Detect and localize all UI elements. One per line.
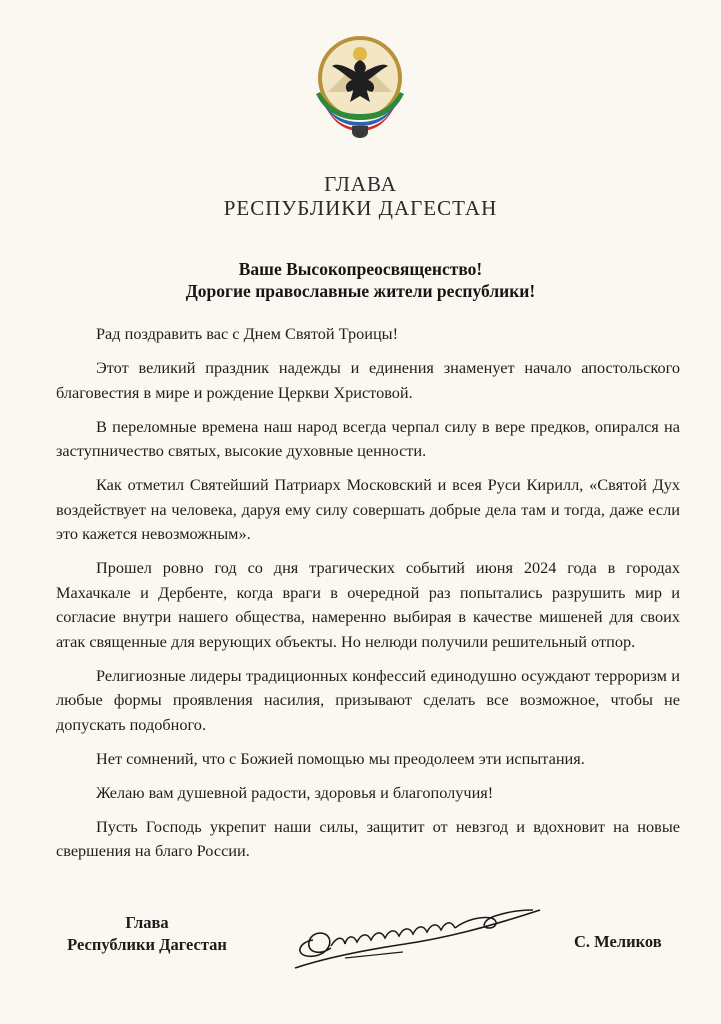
paragraph: Пусть Господь укрепит наши силы, защитит от невзгод и вдохновит на новые свершения на благо России. bbox=[56, 816, 680, 860]
letter-body bbox=[56, 322, 680, 873]
signatory-title bbox=[52, 912, 242, 956]
paragraph: Религиозные лидеры традиционных конфессий единодушно осуждают терроризм и любые формы проявления насилия, призывают сделать все возможное, чтобы не допускать подобного. bbox=[56, 665, 680, 734]
paragraph: Желаю вам душевной радости, здоровья и благополучия! bbox=[96, 782, 494, 802]
salutation-line1: Ваше Высокопреосвященство! bbox=[238, 259, 483, 279]
signatory-name: С. Меликов bbox=[574, 932, 662, 951]
paragraph: Рад поздравить вас с Днем Святой Троицы! bbox=[96, 324, 399, 343]
handwritten-signature-icon bbox=[285, 898, 545, 978]
paragraph: Как отметил Святейший Патриарх Московский и всея Руси Кирилл, «Святой Дух воздействует на человека, даруя ему силу совершать добрые дела там и тогда, даже если это кажется невозможным». bbox=[56, 475, 680, 543]
paragraph: Этот великий праздник надежды и единения знаменует начало апостольского благовестия в мире и рождение Церкви Христовой. bbox=[56, 358, 680, 402]
signatory-title-line1: Глава bbox=[125, 913, 169, 932]
dagestan-coat-of-arms-icon bbox=[310, 32, 410, 138]
org-title-line1: ГЛАВА bbox=[324, 172, 397, 196]
paragraph: Нет сомнений, что с Божией помощью мы преодолеем эти испытания. bbox=[96, 748, 585, 768]
paragraph: В переломные времена наш народ всегда черпал силу в вере предков, опирался на заступничество святых, высокие духовные ценности. bbox=[56, 416, 680, 460]
salutation-line2: Дорогие православные жители республики! bbox=[185, 281, 536, 301]
signatory-title-line2: Республики Дагестан bbox=[67, 935, 227, 954]
paragraph: Прошел ровно год со дня трагических событий июня 2024 года в городах Махачкале и Дербенте, когда враги в очередной раз попытались разрушить мир и согласие внутри нашего общества, намеренно выбирая в качестве мишеней для своих атак священные для верующих объекты. Но нелюди получили решительный отпор. bbox=[56, 558, 680, 651]
org-title-line2: РЕСПУБЛИКИ ДАГЕСТАН bbox=[223, 196, 498, 220]
